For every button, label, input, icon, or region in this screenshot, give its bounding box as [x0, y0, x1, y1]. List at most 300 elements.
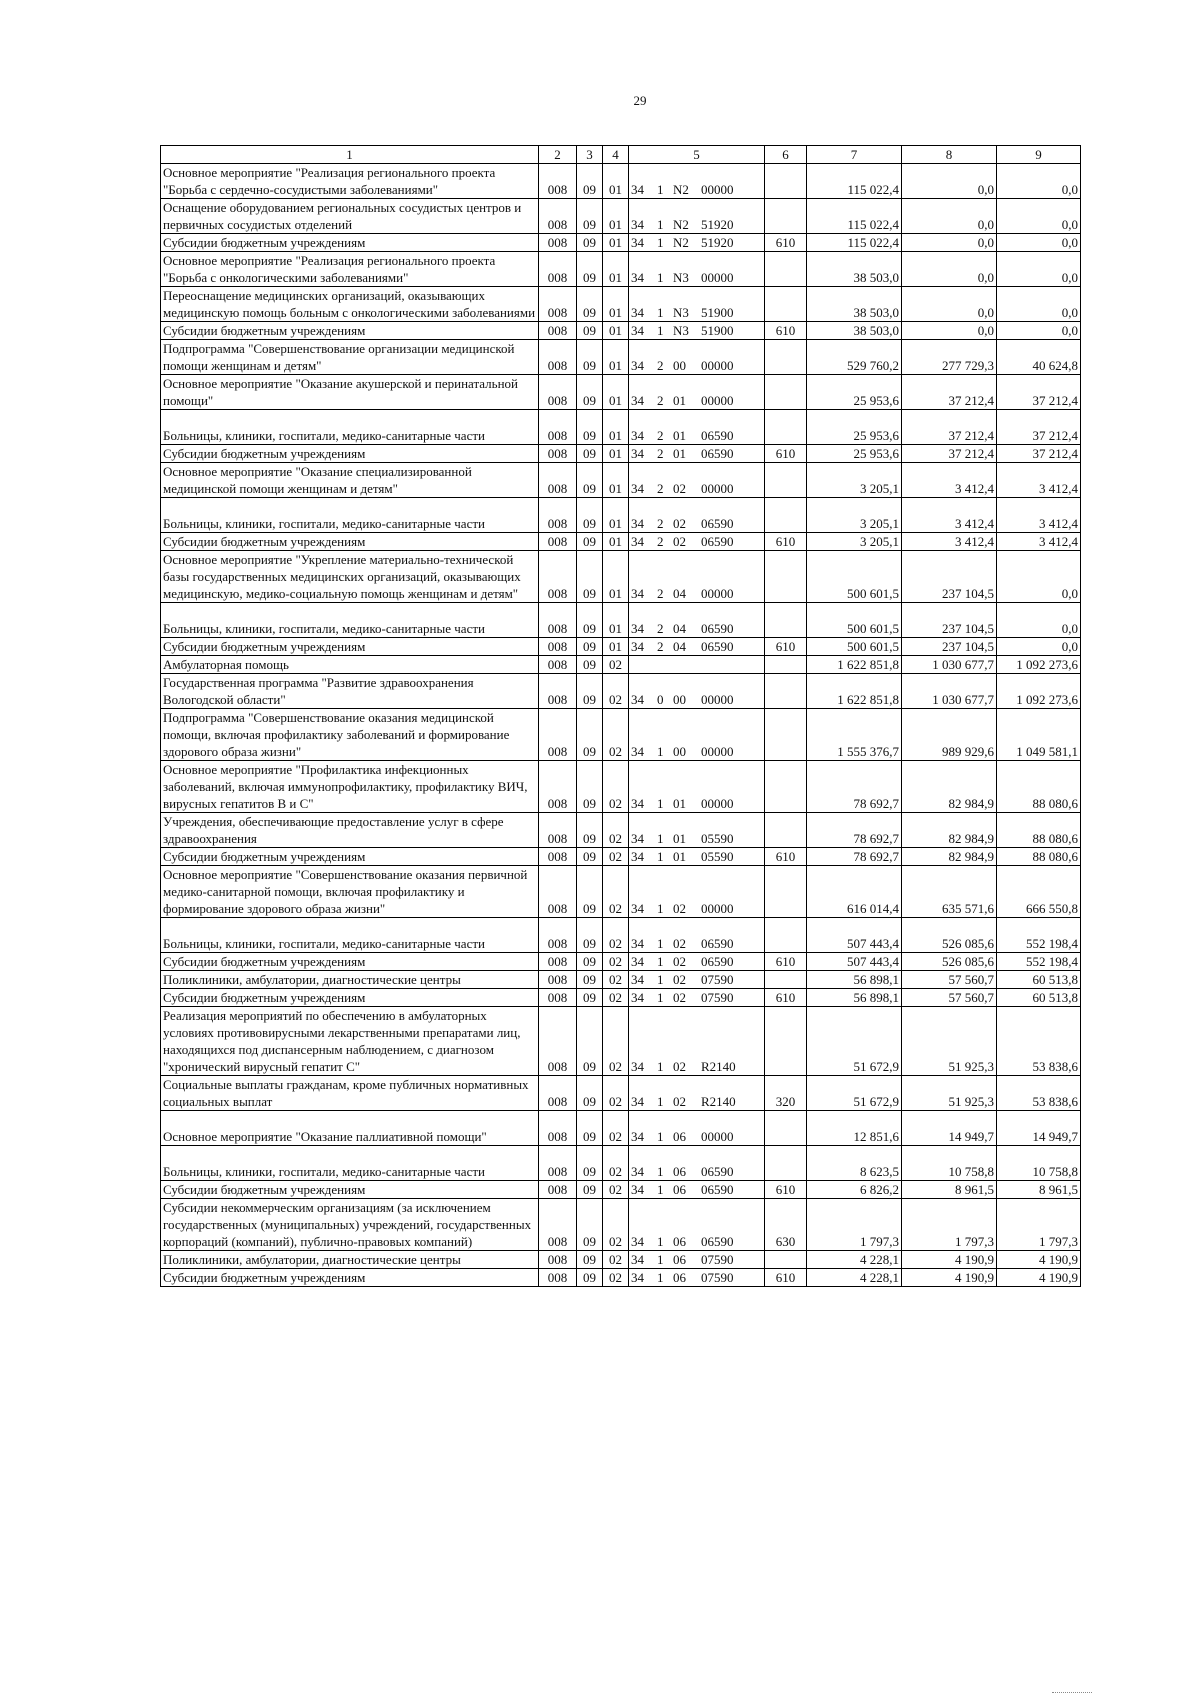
amount-col7: 500 601,5 [807, 638, 902, 656]
code-expense-type [765, 1111, 807, 1146]
target-article-part: 06 [673, 1182, 686, 1197]
code-subsection: 01 [603, 410, 629, 445]
amount-col8: 0,0 [902, 252, 997, 287]
target-article-part: R2140 [701, 1059, 736, 1074]
code-section: 09 [577, 656, 603, 674]
amount-col8: 237 104,5 [902, 603, 997, 638]
target-article-part: 02 [673, 516, 686, 531]
code-ministry: 008 [539, 164, 577, 199]
code-ministry: 008 [539, 322, 577, 340]
target-article-part: 2 [657, 534, 664, 549]
table-row [161, 918, 1081, 953]
target-article-part: 2 [657, 446, 664, 461]
code-target-article [629, 1251, 765, 1269]
target-article-part: 34 [631, 323, 644, 338]
target-article-part: 01 [673, 428, 686, 443]
code-expense-type [765, 287, 807, 322]
amount-col8: 51 925,3 [902, 1076, 997, 1111]
amount-col8: 14 949,7 [902, 1111, 997, 1146]
code-subsection: 01 [603, 498, 629, 533]
code-target-article [629, 971, 765, 989]
code-subsection: 02 [603, 866, 629, 918]
target-article-part: 06 [673, 1270, 686, 1285]
code-section: 09 [577, 463, 603, 498]
row-name: Основное мероприятие "Совершенствование оказания первичной медико-санитарной помощи, включая профилактику и формирование здорового образа жизни" [161, 866, 539, 918]
amount-col9: 0,0 [997, 199, 1081, 234]
code-subsection: 02 [603, 1146, 629, 1181]
code-section: 09 [577, 1251, 603, 1269]
header-row [161, 146, 1081, 164]
code-target-article [629, 603, 765, 638]
amount-col8: 0,0 [902, 322, 997, 340]
target-article-part: 34 [631, 481, 644, 496]
table-row [161, 709, 1081, 761]
code-section: 09 [577, 674, 603, 709]
row-name: Социальные выплаты гражданам, кроме публичных нормативных социальных выплат [161, 1076, 539, 1111]
code-subsection: 01 [603, 533, 629, 551]
row-name: Основное мероприятие "Реализация регионального проекта "Борьба с сердечно-сосудистыми заболеваниями" [161, 164, 539, 199]
amount-col7: 1 622 851,8 [807, 674, 902, 709]
target-article-part: 1 [657, 235, 664, 250]
amount-col9: 0,0 [997, 164, 1081, 199]
row-name: Поликлиники, амбулатории, диагностические центры [161, 971, 539, 989]
code-target-article [629, 551, 765, 603]
column-header: 9 [997, 146, 1081, 164]
code-section: 09 [577, 199, 603, 234]
code-subsection: 02 [603, 1251, 629, 1269]
amount-col9: 88 080,6 [997, 761, 1081, 813]
row-name: Основное мероприятие "Оказание акушерской и перинатальной помощи" [161, 375, 539, 410]
target-article-part: 34 [631, 1094, 644, 1109]
amount-col9: 1 797,3 [997, 1199, 1081, 1251]
amount-col7: 529 760,2 [807, 340, 902, 375]
table-row [161, 603, 1081, 638]
amount-col8: 1 030 677,7 [902, 656, 997, 674]
amount-col7: 6 826,2 [807, 1181, 902, 1199]
column-header: 8 [902, 146, 997, 164]
target-article-part: 06 [673, 1252, 686, 1267]
target-article-part: 00000 [701, 393, 734, 408]
target-article-part: 01 [673, 831, 686, 846]
target-article-part: 34 [631, 393, 644, 408]
target-article-part: 2 [657, 516, 664, 531]
table-row [161, 1007, 1081, 1076]
code-subsection: 02 [603, 813, 629, 848]
code-subsection: 02 [603, 918, 629, 953]
code-ministry: 008 [539, 445, 577, 463]
target-article-part: 34 [631, 744, 644, 759]
amount-col7: 616 014,4 [807, 866, 902, 918]
code-target-article [629, 638, 765, 656]
amount-col8: 526 085,6 [902, 918, 997, 953]
target-article-part: 00 [673, 744, 686, 759]
target-article-part: 34 [631, 235, 644, 250]
code-subsection: 02 [603, 971, 629, 989]
table-row [161, 674, 1081, 709]
code-ministry: 008 [539, 1181, 577, 1199]
code-section: 09 [577, 866, 603, 918]
row-name: Подпрограмма "Совершенствование организации медицинской помощи женщинам и детям" [161, 340, 539, 375]
code-subsection: 02 [603, 1269, 629, 1287]
code-ministry: 008 [539, 410, 577, 445]
code-target-article [629, 498, 765, 533]
amount-col7: 3 205,1 [807, 498, 902, 533]
code-ministry: 008 [539, 287, 577, 322]
code-section: 09 [577, 1007, 603, 1076]
code-subsection: 02 [603, 761, 629, 813]
row-name: Субсидии некоммерческим организациям (за исключением государственных (муниципальных) учреждений, государственных корпораций (компаний), публично-правовых компаний) [161, 1199, 539, 1251]
code-expense-type: 610 [765, 445, 807, 463]
target-article-part: 34 [631, 182, 644, 197]
target-article-part: 00000 [701, 796, 734, 811]
amount-col9: 8 961,5 [997, 1181, 1081, 1199]
code-subsection: 02 [603, 848, 629, 866]
table-row [161, 322, 1081, 340]
row-name: Больницы, клиники, госпитали, медико-санитарные части [161, 918, 539, 953]
target-article-part: 2 [657, 428, 664, 443]
row-name: Реализация мероприятий по обеспечению в амбулаторных условиях противовирусными лекарственными препаратами лиц, находящихся под диспансерным наблюдением, с диагнозом "хронический вирусный гепатит С" [161, 1007, 539, 1076]
target-article-part: 1 [657, 270, 664, 285]
row-name: Субсидии бюджетным учреждениям [161, 1269, 539, 1287]
target-article-part: 2 [657, 639, 664, 654]
target-article-part: 2 [657, 358, 664, 373]
target-article-part: 1 [657, 901, 664, 916]
code-target-article [629, 1007, 765, 1076]
row-name: Субсидии бюджетным учреждениям [161, 638, 539, 656]
table-row [161, 551, 1081, 603]
target-article-part: 02 [673, 936, 686, 951]
code-target-article [629, 813, 765, 848]
amount-col9: 0,0 [997, 322, 1081, 340]
amount-col8: 8 961,5 [902, 1181, 997, 1199]
amount-col9: 10 758,8 [997, 1146, 1081, 1181]
row-name: Субсидии бюджетным учреждениям [161, 848, 539, 866]
code-target-article [629, 656, 765, 674]
target-article-part: 1 [657, 1182, 664, 1197]
code-subsection: 01 [603, 638, 629, 656]
amount-col9: 0,0 [997, 603, 1081, 638]
code-target-article [629, 199, 765, 234]
row-name: Субсидии бюджетным учреждениям [161, 953, 539, 971]
target-article-part: 00 [673, 358, 686, 373]
amount-col9: 0,0 [997, 252, 1081, 287]
target-article-part: 02 [673, 901, 686, 916]
amount-col7: 38 503,0 [807, 287, 902, 322]
target-article-part: 51900 [701, 323, 734, 338]
row-name: Субсидии бюджетным учреждениям [161, 1181, 539, 1199]
target-article-part: 06590 [701, 936, 734, 951]
code-ministry: 008 [539, 1251, 577, 1269]
code-target-article [629, 989, 765, 1007]
code-ministry: 008 [539, 199, 577, 234]
code-target-article [629, 164, 765, 199]
code-section: 09 [577, 533, 603, 551]
target-article-part: 1 [657, 972, 664, 987]
code-subsection: 01 [603, 199, 629, 234]
target-article-part: 34 [631, 1164, 644, 1179]
amount-col9: 3 412,4 [997, 463, 1081, 498]
code-subsection: 01 [603, 252, 629, 287]
code-subsection: 02 [603, 1199, 629, 1251]
row-name: Основное мероприятие "Укрепление материально-технической базы государственных медицинских организаций, оказывающих медицинскую, медико-социальную помощь женщинам и детям" [161, 551, 539, 603]
code-ministry: 008 [539, 1146, 577, 1181]
amount-col8: 4 190,9 [902, 1269, 997, 1287]
code-ministry: 008 [539, 533, 577, 551]
target-article-part: 00000 [701, 1129, 734, 1144]
table-row [161, 375, 1081, 410]
code-section: 09 [577, 498, 603, 533]
target-article-part: 1 [657, 1129, 664, 1144]
target-article-part: 34 [631, 990, 644, 1005]
target-article-part: 06590 [701, 428, 734, 443]
amount-col7: 8 623,5 [807, 1146, 902, 1181]
code-section: 09 [577, 989, 603, 1007]
code-subsection: 02 [603, 1181, 629, 1199]
target-article-part: 06590 [701, 516, 734, 531]
row-name: Субсидии бюджетным учреждениям [161, 322, 539, 340]
amount-col7: 3 205,1 [807, 463, 902, 498]
target-article-part: 34 [631, 305, 644, 320]
code-ministry: 008 [539, 603, 577, 638]
amount-col8: 82 984,9 [902, 813, 997, 848]
target-article-part: 34 [631, 428, 644, 443]
target-article-part: 06590 [701, 1164, 734, 1179]
target-article-part: N2 [673, 182, 689, 197]
table-row [161, 989, 1081, 1007]
table-row [161, 164, 1081, 199]
code-expense-type [765, 761, 807, 813]
target-article-part: 34 [631, 831, 644, 846]
code-subsection: 01 [603, 164, 629, 199]
row-name: Амбулаторная помощь [161, 656, 539, 674]
target-article-part: 00000 [701, 586, 734, 601]
target-article-part: 00000 [701, 182, 734, 197]
target-article-part: 34 [631, 954, 644, 969]
target-article-part: 1 [657, 217, 664, 232]
amount-col7: 500 601,5 [807, 551, 902, 603]
column-header: 1 [161, 146, 539, 164]
target-article-part: 34 [631, 1270, 644, 1285]
amount-col9: 0,0 [997, 638, 1081, 656]
target-article-part: 34 [631, 639, 644, 654]
code-target-article [629, 445, 765, 463]
code-section: 09 [577, 918, 603, 953]
code-section: 09 [577, 375, 603, 410]
amount-col8: 0,0 [902, 234, 997, 252]
code-section: 09 [577, 603, 603, 638]
code-expense-type [765, 164, 807, 199]
code-target-article [629, 761, 765, 813]
code-ministry: 008 [539, 918, 577, 953]
code-expense-type: 630 [765, 1199, 807, 1251]
target-article-part: 1 [657, 1059, 664, 1074]
code-expense-type [765, 551, 807, 603]
target-article-part: N3 [673, 270, 689, 285]
code-section: 09 [577, 709, 603, 761]
code-section: 09 [577, 1181, 603, 1199]
code-ministry: 008 [539, 234, 577, 252]
target-article-part: 1 [657, 990, 664, 1005]
code-subsection: 01 [603, 463, 629, 498]
code-expense-type: 610 [765, 953, 807, 971]
table-row [161, 1269, 1081, 1287]
code-section: 09 [577, 164, 603, 199]
target-article-part: 06590 [701, 1234, 734, 1249]
code-ministry: 008 [539, 638, 577, 656]
amount-col8: 237 104,5 [902, 551, 997, 603]
amount-col8: 3 412,4 [902, 498, 997, 533]
page-number: 29 [633, 93, 647, 108]
scan-artifact [1052, 1680, 1092, 1693]
target-article-part: 34 [631, 936, 644, 951]
code-target-article [629, 322, 765, 340]
amount-col7: 25 953,6 [807, 410, 902, 445]
target-article-part: 01 [673, 446, 686, 461]
code-subsection: 02 [603, 656, 629, 674]
target-article-part: 00000 [701, 692, 734, 707]
target-article-part: 51920 [701, 235, 734, 250]
code-expense-type [765, 199, 807, 234]
code-expense-type [765, 410, 807, 445]
code-target-article [629, 674, 765, 709]
amount-col9: 4 190,9 [997, 1269, 1081, 1287]
target-article-part: N2 [673, 235, 689, 250]
code-target-article [629, 1199, 765, 1251]
target-article-part: 06590 [701, 621, 734, 636]
code-section: 09 [577, 1269, 603, 1287]
code-target-article [629, 287, 765, 322]
target-article-part: 2 [657, 481, 664, 496]
code-subsection: 01 [603, 445, 629, 463]
column-header: 2 [539, 146, 577, 164]
target-article-part: 1 [657, 1164, 664, 1179]
target-article-part: 07590 [701, 1270, 734, 1285]
table-row [161, 1111, 1081, 1146]
code-target-article [629, 340, 765, 375]
amount-col8: 10 758,8 [902, 1146, 997, 1181]
row-name: Субсидии бюджетным учреждениям [161, 533, 539, 551]
amount-col7: 1 797,3 [807, 1199, 902, 1251]
amount-col8: 57 560,7 [902, 989, 997, 1007]
target-article-part: 1 [657, 849, 664, 864]
code-expense-type: 610 [765, 322, 807, 340]
target-article-part: 05590 [701, 849, 734, 864]
table-row [161, 340, 1081, 375]
amount-col9: 1 092 273,6 [997, 674, 1081, 709]
row-name: Больницы, клиники, госпитали, медико-санитарные части [161, 603, 539, 638]
table-row [161, 533, 1081, 551]
row-name: Переоснащение медицинских организаций, оказывающих медицинскую помощь больным с онкологическими заболеваниями [161, 287, 539, 322]
code-subsection: 02 [603, 953, 629, 971]
amount-col8: 82 984,9 [902, 761, 997, 813]
table-row [161, 1251, 1081, 1269]
code-expense-type [765, 603, 807, 638]
amount-col7: 115 022,4 [807, 199, 902, 234]
target-article-part: 07590 [701, 1252, 734, 1267]
table-row [161, 234, 1081, 252]
table-row [161, 445, 1081, 463]
amount-col9: 88 080,6 [997, 848, 1081, 866]
code-section: 09 [577, 1199, 603, 1251]
target-article-part: 06 [673, 1234, 686, 1249]
target-article-part: 1 [657, 1270, 664, 1285]
target-article-part: 34 [631, 692, 644, 707]
target-article-part: 06590 [701, 446, 734, 461]
target-article-part: 02 [673, 990, 686, 1005]
amount-col8: 37 212,4 [902, 445, 997, 463]
amount-col9: 0,0 [997, 551, 1081, 603]
code-subsection: 01 [603, 603, 629, 638]
amount-col7: 1 622 851,8 [807, 656, 902, 674]
target-article-part: 34 [631, 972, 644, 987]
target-article-part: 1 [657, 182, 664, 197]
target-article-part: 2 [657, 393, 664, 408]
code-target-article [629, 953, 765, 971]
code-section: 09 [577, 234, 603, 252]
amount-col7: 12 851,6 [807, 1111, 902, 1146]
target-article-part: 07590 [701, 972, 734, 987]
code-ministry: 008 [539, 813, 577, 848]
target-article-part: N2 [673, 217, 689, 232]
column-header: 3 [577, 146, 603, 164]
amount-col9: 60 513,8 [997, 989, 1081, 1007]
code-expense-type [765, 709, 807, 761]
code-subsection: 01 [603, 234, 629, 252]
amount-col7: 78 692,7 [807, 761, 902, 813]
table-row [161, 1199, 1081, 1251]
table-row [161, 287, 1081, 322]
target-article-part: 34 [631, 1059, 644, 1074]
target-article-part: 51900 [701, 305, 734, 320]
row-name: Больницы, клиники, госпитали, медико-санитарные части [161, 1146, 539, 1181]
code-target-article [629, 709, 765, 761]
row-name: Больницы, клиники, госпитали, медико-санитарные части [161, 498, 539, 533]
target-article-part: 02 [673, 972, 686, 987]
code-section: 09 [577, 445, 603, 463]
target-article-part: 34 [631, 901, 644, 916]
code-section: 09 [577, 761, 603, 813]
table-row [161, 199, 1081, 234]
code-target-article [629, 918, 765, 953]
target-article-part: 00000 [701, 744, 734, 759]
table-row [161, 1146, 1081, 1181]
column-header: 6 [765, 146, 807, 164]
table-row [161, 1076, 1081, 1111]
target-article-part: 34 [631, 534, 644, 549]
target-article-part: 34 [631, 796, 644, 811]
row-name: Субсидии бюджетным учреждениям [161, 989, 539, 1007]
amount-col9: 4 190,9 [997, 1251, 1081, 1269]
code-target-article [629, 866, 765, 918]
target-article-part: 51920 [701, 217, 734, 232]
table-row [161, 953, 1081, 971]
target-article-part: 01 [673, 849, 686, 864]
amount-col9: 3 412,4 [997, 533, 1081, 551]
row-name: Поликлиники, амбулатории, диагностические центры [161, 1251, 539, 1269]
target-article-part: 1 [657, 831, 664, 846]
code-ministry: 008 [539, 656, 577, 674]
table-row [161, 848, 1081, 866]
amount-col7: 25 953,6 [807, 445, 902, 463]
code-target-article [629, 463, 765, 498]
amount-col8: 3 412,4 [902, 463, 997, 498]
target-article-part: 34 [631, 1252, 644, 1267]
column-header: 4 [603, 146, 629, 164]
code-target-article [629, 252, 765, 287]
amount-col8: 0,0 [902, 164, 997, 199]
amount-col7: 115 022,4 [807, 234, 902, 252]
amount-col8: 0,0 [902, 199, 997, 234]
